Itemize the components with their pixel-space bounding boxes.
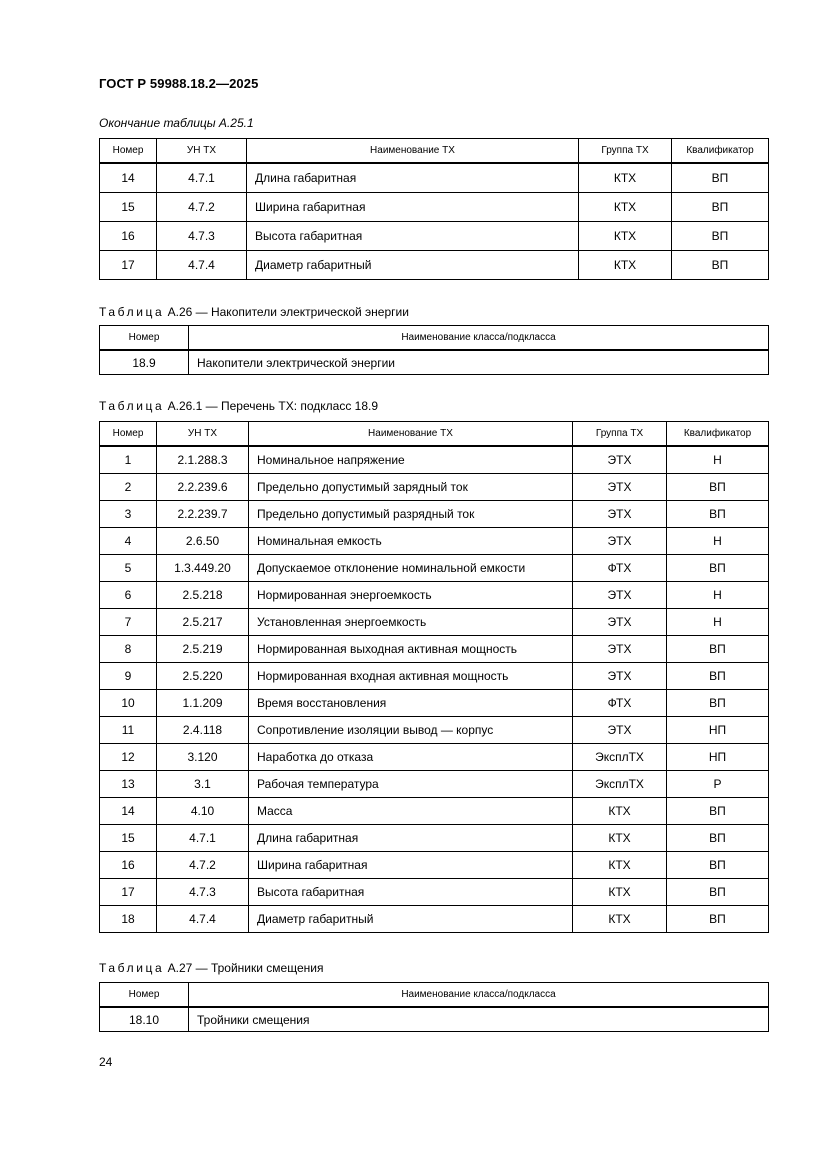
page-number: 24 (99, 1055, 113, 1069)
table-row (100, 251, 769, 280)
caption-word: Таблица (99, 961, 165, 975)
table-a27-caption (99, 961, 323, 975)
cell: ВП (667, 555, 769, 582)
cell: 18.10 (100, 1007, 189, 1032)
cell: ЭксплТХ (573, 771, 667, 798)
cell: ЭТХ (573, 582, 667, 609)
cell: Диаметр габаритный (247, 251, 579, 280)
cell: КТХ (579, 163, 672, 193)
cell: 1.1.209 (157, 690, 249, 717)
cell: 4.7.2 (157, 193, 247, 222)
cell: 2.6.50 (157, 528, 249, 555)
col-header: Группа ТХ (573, 422, 667, 447)
caption-text: А.26.1 — Перечень ТХ: подкласс 18.9 (167, 399, 379, 413)
cell: ВП (672, 222, 769, 251)
cell: 4.7.1 (157, 825, 249, 852)
cell: ЭТХ (573, 609, 667, 636)
table-row (100, 446, 769, 474)
cell: Длина габаритная (249, 825, 573, 852)
table-a26-caption (99, 305, 409, 319)
table-header-row (100, 983, 769, 1008)
table-a25-1 (99, 138, 769, 280)
cell: ВП (667, 501, 769, 528)
cell: Нормированная входная активная мощность (249, 663, 573, 690)
cell: НП (667, 717, 769, 744)
cell: Время восстановления (249, 690, 573, 717)
cell: ЭТХ (573, 474, 667, 501)
table-row (100, 636, 769, 663)
cell: ЭТХ (573, 501, 667, 528)
col-header: Наименование ТХ (249, 422, 573, 447)
caption-word: Таблица (99, 399, 165, 413)
cell: КТХ (573, 879, 667, 906)
cell: Диаметр габаритный (249, 906, 573, 933)
cell: 4 (100, 528, 157, 555)
table-row (100, 582, 769, 609)
table-row (100, 825, 769, 852)
cell: ВП (667, 474, 769, 501)
table-row (100, 906, 769, 933)
col-header: Наименование класса/подкласса (189, 326, 769, 351)
cell: 13 (100, 771, 157, 798)
cell: Наработка до отказа (249, 744, 573, 771)
cell: Предельно допустимый разрядный ток (249, 501, 573, 528)
cell: 7 (100, 609, 157, 636)
cell: ВП (667, 906, 769, 933)
cell: Ширина габаритная (247, 193, 579, 222)
table-a26 (99, 325, 769, 375)
cell: Р (667, 771, 769, 798)
cell: 2.5.217 (157, 609, 249, 636)
table-row (100, 1007, 769, 1032)
table-row (100, 798, 769, 825)
col-header: Номер (100, 422, 157, 447)
cell: ВП (667, 798, 769, 825)
cell: Нормированная энергоемкость (249, 582, 573, 609)
cell: ЭТХ (573, 446, 667, 474)
cell: Н (667, 446, 769, 474)
cell: 2.4.118 (157, 717, 249, 744)
table-row (100, 163, 769, 193)
cell: 2.2.239.6 (157, 474, 249, 501)
cell: Высота габаритная (249, 879, 573, 906)
cell: 3.1 (157, 771, 249, 798)
cell: Накопители электрической энергии (189, 350, 769, 375)
table-row (100, 879, 769, 906)
cell: ВП (667, 852, 769, 879)
cell: ВП (672, 163, 769, 193)
cell: 2.5.218 (157, 582, 249, 609)
col-header: УН ТХ (157, 139, 247, 164)
cell: 4.7.3 (157, 879, 249, 906)
cell: 4.7.4 (157, 251, 247, 280)
cell: 11 (100, 717, 157, 744)
table-row (100, 609, 769, 636)
cell: 1.3.449.20 (157, 555, 249, 582)
caption-text: А.27 — Тройники смещения (167, 961, 324, 975)
cell: Номинальное напряжение (249, 446, 573, 474)
table-header-row (100, 139, 769, 164)
table-header-row (100, 326, 769, 351)
table-row (100, 663, 769, 690)
cell: 14 (100, 163, 157, 193)
table-row (100, 528, 769, 555)
cell: КТХ (573, 906, 667, 933)
cell: Допускаемое отклонение номинальной емкости (249, 555, 573, 582)
cell: 12 (100, 744, 157, 771)
table-row (100, 852, 769, 879)
cell: 3.120 (157, 744, 249, 771)
table-row (100, 717, 769, 744)
cell: Масса (249, 798, 573, 825)
cell: КТХ (573, 852, 667, 879)
cell: Установленная энергоемкость (249, 609, 573, 636)
cell: 2 (100, 474, 157, 501)
cell: ЭТХ (573, 663, 667, 690)
table-a27 (99, 982, 769, 1032)
table-row (100, 555, 769, 582)
cell: ФТХ (573, 690, 667, 717)
cell: Нормированная выходная активная мощность (249, 636, 573, 663)
cell: ЭТХ (573, 717, 667, 744)
cell: НП (667, 744, 769, 771)
table-row (100, 474, 769, 501)
table-row (100, 771, 769, 798)
cell: ВП (667, 636, 769, 663)
cell: ЭТХ (573, 528, 667, 555)
cell: 4.10 (157, 798, 249, 825)
table-row (100, 501, 769, 528)
cell: 9 (100, 663, 157, 690)
cell: Тройники смещения (189, 1007, 769, 1032)
cell: КТХ (573, 825, 667, 852)
cell: 5 (100, 555, 157, 582)
col-header: Номер (100, 139, 157, 164)
table-a26-1 (99, 421, 769, 933)
cell: 3 (100, 501, 157, 528)
col-header: Квалификатор (672, 139, 769, 164)
cell: КТХ (579, 251, 672, 280)
cell: ФТХ (573, 555, 667, 582)
cell: ВП (667, 879, 769, 906)
cell: Ширина габаритная (249, 852, 573, 879)
cell: 4.7.2 (157, 852, 249, 879)
cell: 18.9 (100, 350, 189, 375)
table-a25-1-caption: Окончание таблицы А.25.1 (99, 116, 254, 130)
cell: 2.1.288.3 (157, 446, 249, 474)
caption-text: А.26 — Накопители электрической энергии (167, 305, 409, 319)
col-header: Наименование класса/подкласса (189, 983, 769, 1008)
col-header: УН ТХ (157, 422, 249, 447)
cell: ВП (672, 193, 769, 222)
cell: КТХ (579, 222, 672, 251)
cell: 4.7.4 (157, 906, 249, 933)
cell: КТХ (579, 193, 672, 222)
cell: ВП (667, 663, 769, 690)
cell: Н (667, 609, 769, 636)
col-header: Квалификатор (667, 422, 769, 447)
cell: 4.7.3 (157, 222, 247, 251)
cell: ВП (667, 825, 769, 852)
table-a26-1-caption (99, 399, 378, 413)
standard-designation: ГОСТ Р 59988.18.2—2025 (99, 76, 259, 91)
cell: 14 (100, 798, 157, 825)
cell: 15 (100, 193, 157, 222)
cell: 17 (100, 879, 157, 906)
table-row (100, 744, 769, 771)
cell: ВП (667, 690, 769, 717)
table-row (100, 222, 769, 251)
col-header: Группа ТХ (579, 139, 672, 164)
cell: 2.5.219 (157, 636, 249, 663)
cell: 16 (100, 852, 157, 879)
cell: Номинальная емкость (249, 528, 573, 555)
col-header: Номер (100, 983, 189, 1008)
caption-word: Таблица (99, 305, 165, 319)
col-header: Наименование ТХ (247, 139, 579, 164)
cell: Длина габаритная (247, 163, 579, 193)
cell: 15 (100, 825, 157, 852)
cell: ЭТХ (573, 636, 667, 663)
cell: Высота габаритная (247, 222, 579, 251)
cell: 1 (100, 446, 157, 474)
cell: Сопротивление изоляции вывод — корпус (249, 717, 573, 744)
cell: 10 (100, 690, 157, 717)
table-row (100, 350, 769, 375)
cell: 2.2.239.7 (157, 501, 249, 528)
cell: 6 (100, 582, 157, 609)
cell: ЭксплТХ (573, 744, 667, 771)
cell: 18 (100, 906, 157, 933)
cell: Н (667, 528, 769, 555)
table-header-row (100, 422, 769, 447)
cell: 17 (100, 251, 157, 280)
cell: Предельно допустимый зарядный ток (249, 474, 573, 501)
table-row (100, 690, 769, 717)
table-row (100, 193, 769, 222)
cell: 2.5.220 (157, 663, 249, 690)
cell: 8 (100, 636, 157, 663)
col-header: Номер (100, 326, 189, 351)
cell: 16 (100, 222, 157, 251)
cell: ВП (672, 251, 769, 280)
cell: Рабочая температура (249, 771, 573, 798)
cell: Н (667, 582, 769, 609)
cell: КТХ (573, 798, 667, 825)
cell: 4.7.1 (157, 163, 247, 193)
